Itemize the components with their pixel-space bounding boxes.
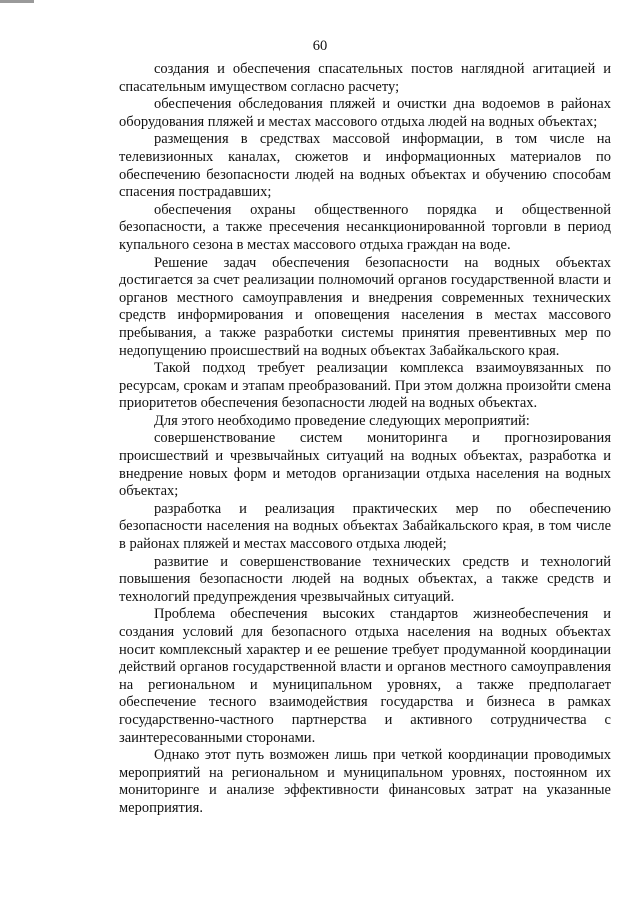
paragraph: обеспечения обследования пляжей и очистки дна водоемов в районах оборудования пляжей и местах массового отдыха людей на водных объектах; bbox=[119, 96, 611, 130]
paragraph: развитие и совершенствование технических средств и технологий повышения безопасности людей на водных объектах, а также средств и технологий предупреждения чрезвычайных ситуаций. bbox=[119, 553, 611, 605]
scan-edge-mark bbox=[0, 0, 34, 3]
paragraph: Для этого необходимо проведение следующих мероприятий: bbox=[154, 412, 530, 429]
paragraph: Такой подход требует реализации комплекса взаимоувязанных по ресурсам, срокам и этапам преобразований. При этом должна произойти смена приоритетов обеспечения безопасности людей на водных объектах. bbox=[119, 360, 611, 412]
page-number: 60 bbox=[312, 38, 328, 54]
paragraph: разработка и реализация практических мер по обеспечению безопасности населения на водных объектах Забайкальского края, в том числе в районах пляжей и местах массового отдыха людей; bbox=[119, 500, 611, 553]
paragraph: Решение задач обеспечения безопасности на водных объектах достигается за счет реализации полномочий органов государственной власти и органов местного самоуправления и внедрения современных технических средств информирования и оповещения населения в местах массового пребывания, а также разработки системы принятия превентивных мер по недопущению происшествий на водных объектах Забайкальского края. bbox=[119, 254, 611, 359]
paragraph: создания и обеспечения спасательных постов наглядной агитацией и спасательным имуществом согласно расчету; bbox=[119, 61, 611, 95]
paragraph: совершенствование систем мониторинга и прогнозирования происшествий и чрезвычайных ситуаций на водных объектах, разработка и внедрение новых форм и методов организации отдыха населения на водных объектах; bbox=[119, 430, 611, 500]
paragraph: размещения в средствах массовой информации, в том числе на телевизионных каналах, сюжетов и информационных материалов по обеспечению безопасности людей на водных объектах и обучению способам спасения пострадавших; bbox=[119, 131, 611, 201]
paragraph: Проблема обеспечения высоких стандартов жизнеобеспечения и создания условий для безопасного отдыха населения на водных объектах носит комплексный характер и ее решение требует продуманной координации действий органов государственной власти и органов местного самоуправления на региональном и муниципальном уровнях, а также предполагает обеспечение тесного взаимодействия государства и бизнеса в рамках государственно-частного партнерства и активного сотрудничества с заинтересованными сторонами. bbox=[119, 606, 611, 746]
document-body bbox=[119, 61, 611, 818]
paragraph: обеспечения охраны общественного порядка и общественной безопасности, а также пресечения несанкционированной торговли в период купального сезона в местах массового отдыха граждан на воде. bbox=[119, 201, 611, 253]
paragraph: Однако этот путь возможен лишь при четкой координации проводимых мероприятий на региональном и муниципальном уровнях, постоянном их мониторинге и анализе эффективности финансовых затрат на указанные мероприятия. bbox=[119, 747, 611, 816]
